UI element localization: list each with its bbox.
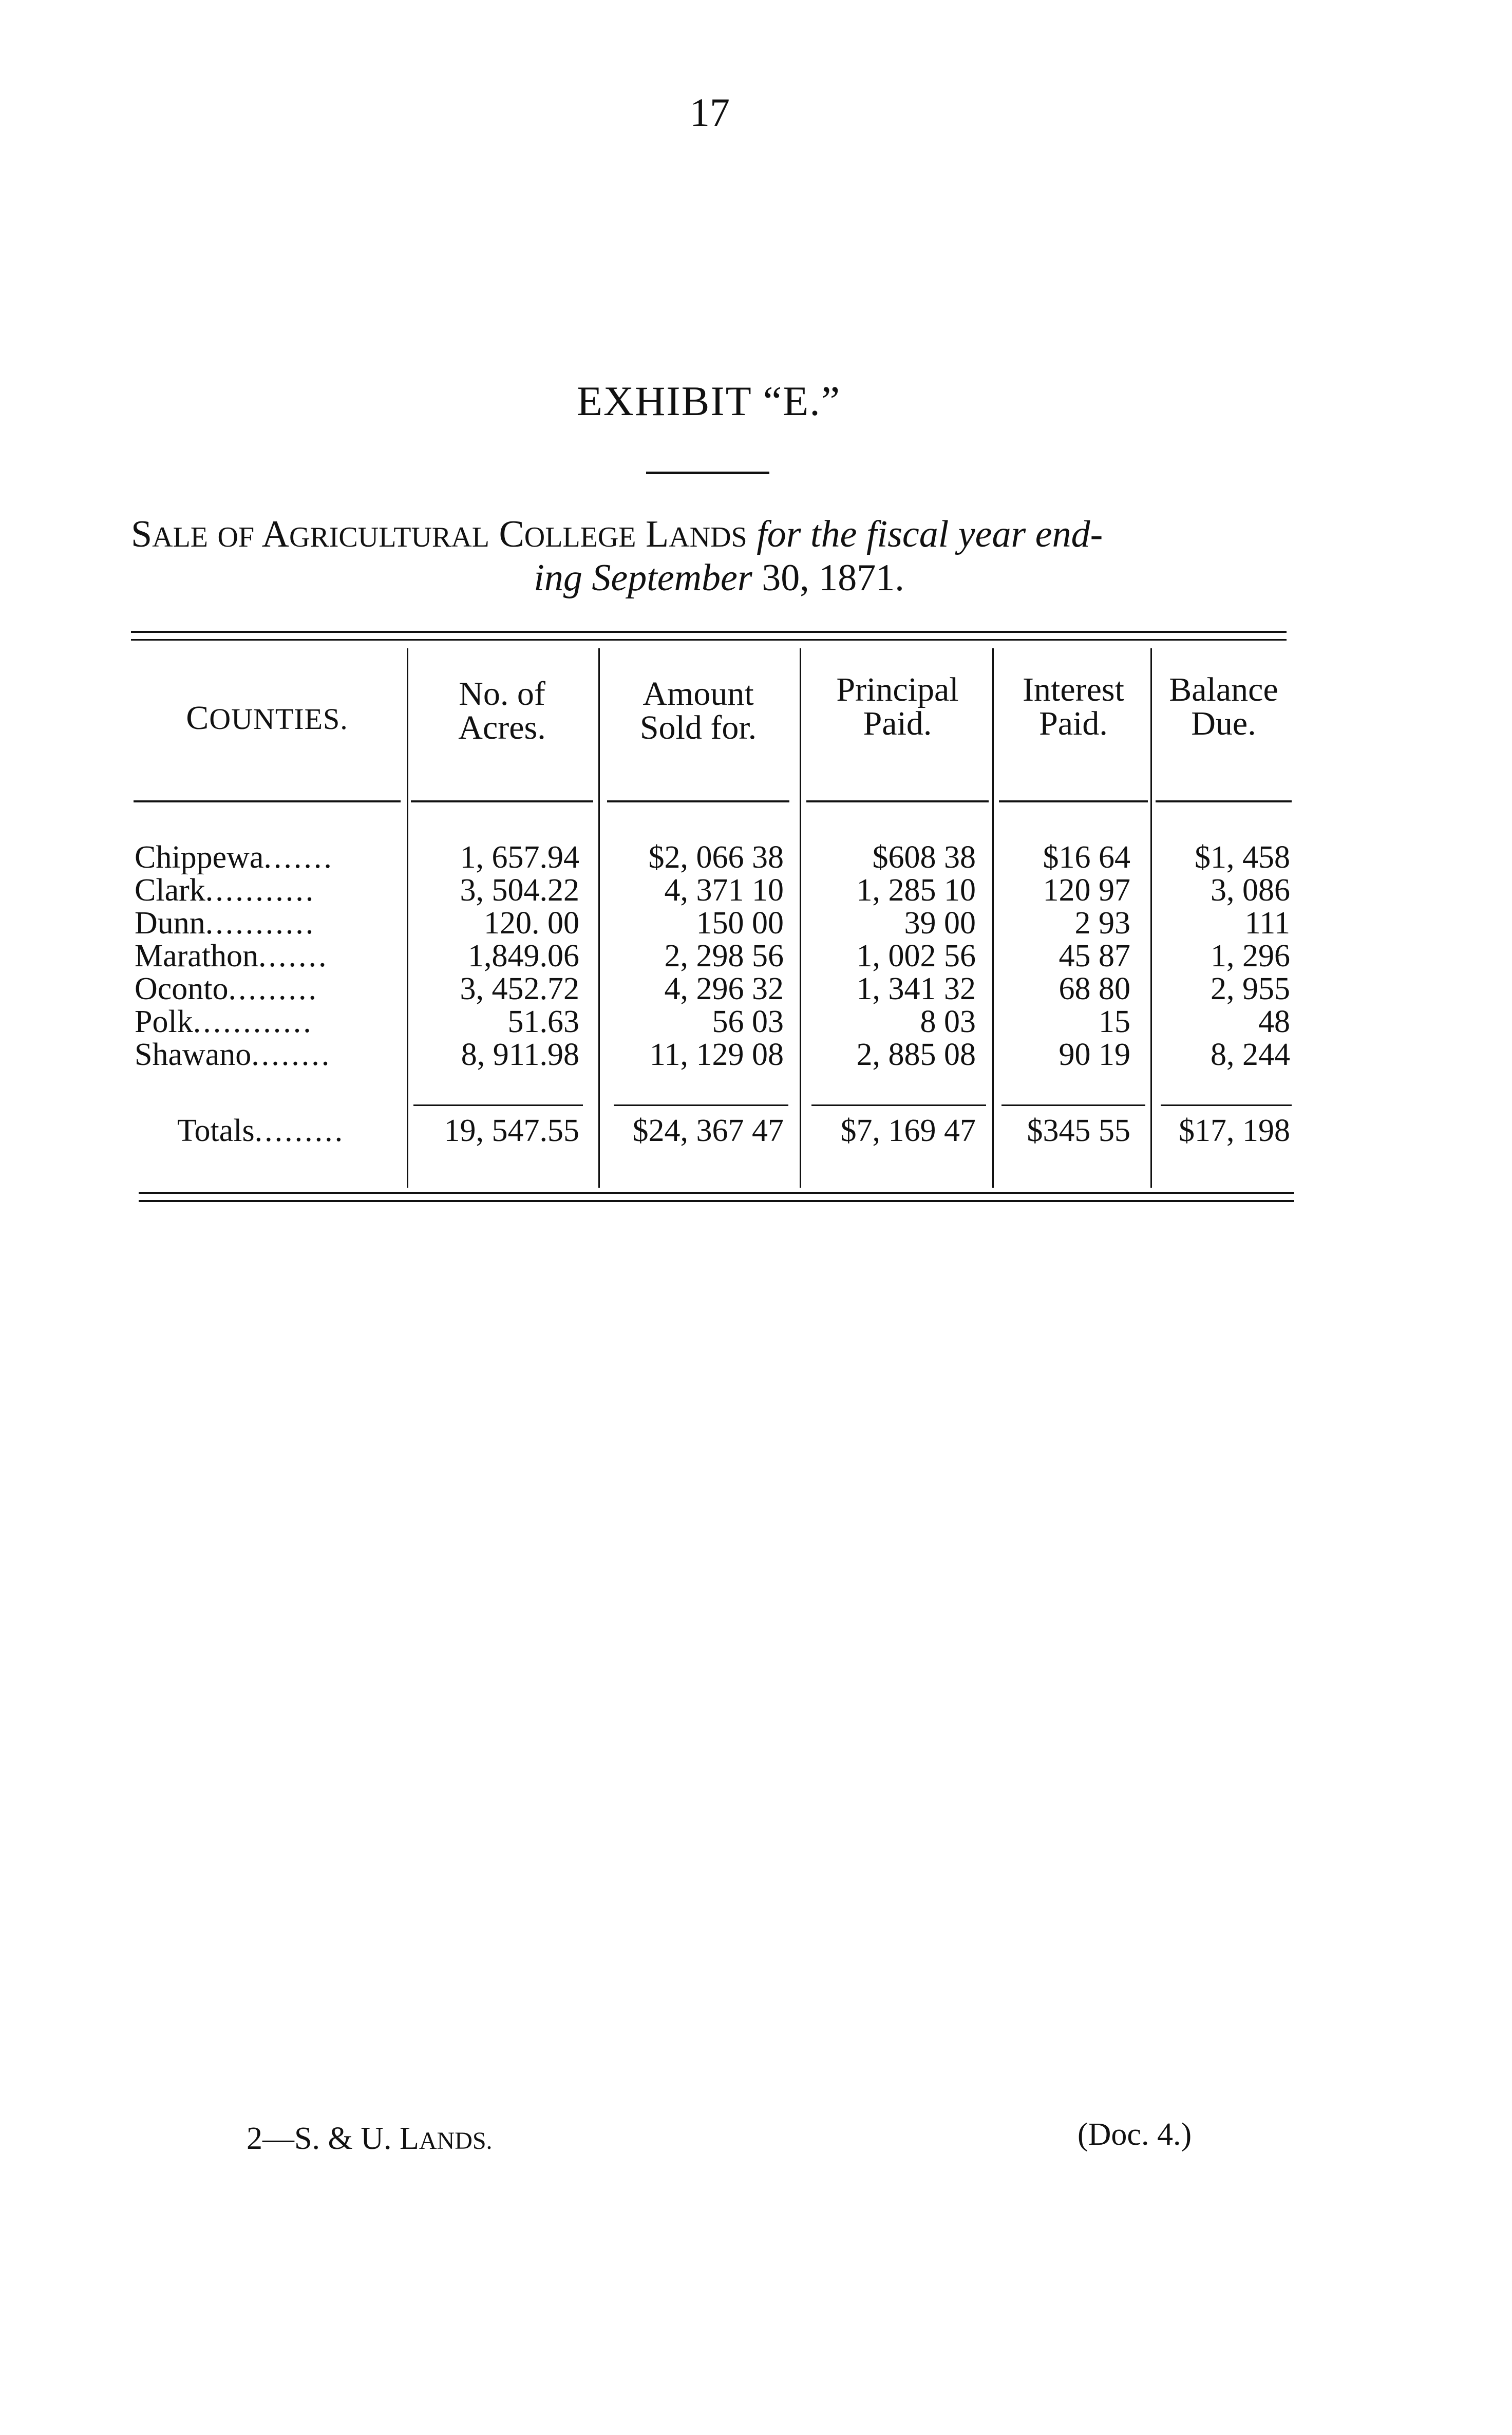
table-row-county: Marathon....... (135, 939, 329, 973)
column-header-balance: Balance Due. (1169, 671, 1278, 742)
header-rule-amount (607, 800, 789, 802)
total-principal: $7, 169 47 (840, 1113, 976, 1148)
cell-interest: $16 64 (1043, 840, 1130, 875)
cell-principal: 2, 885 08 (856, 1037, 976, 1072)
cell-acres: 1,849.06 (468, 939, 579, 973)
column-divider (598, 648, 600, 1188)
cell-principal: 1, 285 10 (856, 873, 976, 908)
cell-interest: 90 19 (1059, 1037, 1130, 1072)
total-acres: 19, 547.55 (444, 1113, 579, 1148)
cell-acres: 1, 657.94 (460, 840, 579, 875)
header-rule-interest (999, 800, 1148, 802)
column-header-acres: No. of Acres. (458, 675, 546, 746)
cell-balance: 2, 955 (1211, 971, 1290, 1006)
table-row-county: Oconto......... (135, 972, 319, 1006)
cell-principal: 1, 002 56 (856, 939, 976, 973)
cell-principal: 1, 341 32 (856, 971, 976, 1006)
table-top-rule (131, 631, 1287, 633)
page-number: 17 (690, 90, 730, 135)
table-row-county: Clark........... (135, 873, 316, 907)
cell-acres: 120. 00 (484, 906, 579, 941)
cell-interest: 15 (1099, 1004, 1130, 1039)
cell-amount: 2, 298 56 (664, 939, 784, 973)
cell-acres: 8, 911.98 (461, 1037, 579, 1072)
title-rule (646, 472, 769, 474)
table-row-county: Dunn........... (135, 906, 316, 940)
totals-label: Totals......... (177, 1114, 345, 1148)
cell-acres: 51.63 (507, 1004, 579, 1039)
column-header-amount: Amount Sold for. (639, 675, 757, 746)
table-caption-line-2: ing September 30, 1871. (534, 557, 904, 599)
sum-rule-balance (1161, 1104, 1292, 1106)
table-caption-line-1: SALE OF AGRICULTURAL COLLEGE LANDS for the fiscal year end- (131, 513, 1103, 555)
sum-rule-interest (1001, 1104, 1145, 1106)
column-header-counties: COUNTIES. (186, 699, 348, 737)
header-rule-balance (1156, 800, 1292, 802)
column-header-principal: Principal Paid. (836, 671, 959, 742)
sum-rule-amount (614, 1104, 788, 1106)
exhibit-heading: EXHIBIT “E.” (576, 378, 841, 424)
column-divider (407, 648, 408, 1188)
cell-acres: 3, 452.72 (460, 971, 579, 1006)
cell-amount: 150 00 (696, 906, 784, 941)
cell-principal: 39 00 (904, 906, 976, 941)
column-header-interest: Interest Paid. (1023, 671, 1124, 742)
header-rule-principal (806, 800, 989, 802)
cell-balance: 48 (1258, 1004, 1290, 1039)
table-bottom-rule (139, 1192, 1294, 1194)
table-row-county: Chippewa....... (135, 840, 334, 874)
header-rule-acres (411, 800, 593, 802)
cell-acres: 3, 504.22 (460, 873, 579, 908)
sum-rule-acres (413, 1104, 583, 1106)
cell-amount: 4, 296 32 (664, 971, 784, 1006)
cell-interest: 2 93 (1074, 906, 1130, 941)
column-divider (1150, 648, 1152, 1188)
cell-interest: 68 80 (1059, 971, 1130, 1006)
cell-amount: 11, 129 08 (649, 1037, 784, 1072)
sum-rule-principal (811, 1104, 986, 1106)
table-top-rule-inner (131, 639, 1287, 641)
table-row-county: Polk............ (135, 1005, 313, 1039)
cell-interest: 120 97 (1043, 873, 1130, 908)
cell-principal: $608 38 (872, 840, 976, 875)
total-amount: $24, 367 47 (632, 1113, 784, 1148)
total-balance: $17, 198 (1179, 1113, 1290, 1148)
cell-amount: $2, 066 38 (648, 840, 784, 875)
table-bottom-rule-inner (139, 1200, 1294, 1202)
column-divider (800, 648, 801, 1188)
footer-signature: 2—S. & U. LANDS. (247, 2121, 493, 2156)
cell-balance: 8, 244 (1211, 1037, 1290, 1072)
total-interest: $345 55 (1027, 1113, 1130, 1148)
cell-balance: 1, 296 (1211, 939, 1290, 973)
cell-principal: 8 03 (920, 1004, 976, 1039)
cell-interest: 45 87 (1059, 939, 1130, 973)
cell-amount: 4, 371 10 (664, 873, 784, 908)
header-rule-counties (134, 800, 401, 802)
cell-balance: 3, 086 (1211, 873, 1290, 908)
footer-doc-number: (Doc. 4.) (1078, 2117, 1192, 2152)
table-row-county: Shawano........ (135, 1038, 332, 1072)
column-divider (992, 648, 994, 1188)
cell-amount: 56 03 (712, 1004, 784, 1039)
cell-balance: $1, 458 (1195, 840, 1290, 875)
cell-balance: 111 (1244, 906, 1290, 941)
